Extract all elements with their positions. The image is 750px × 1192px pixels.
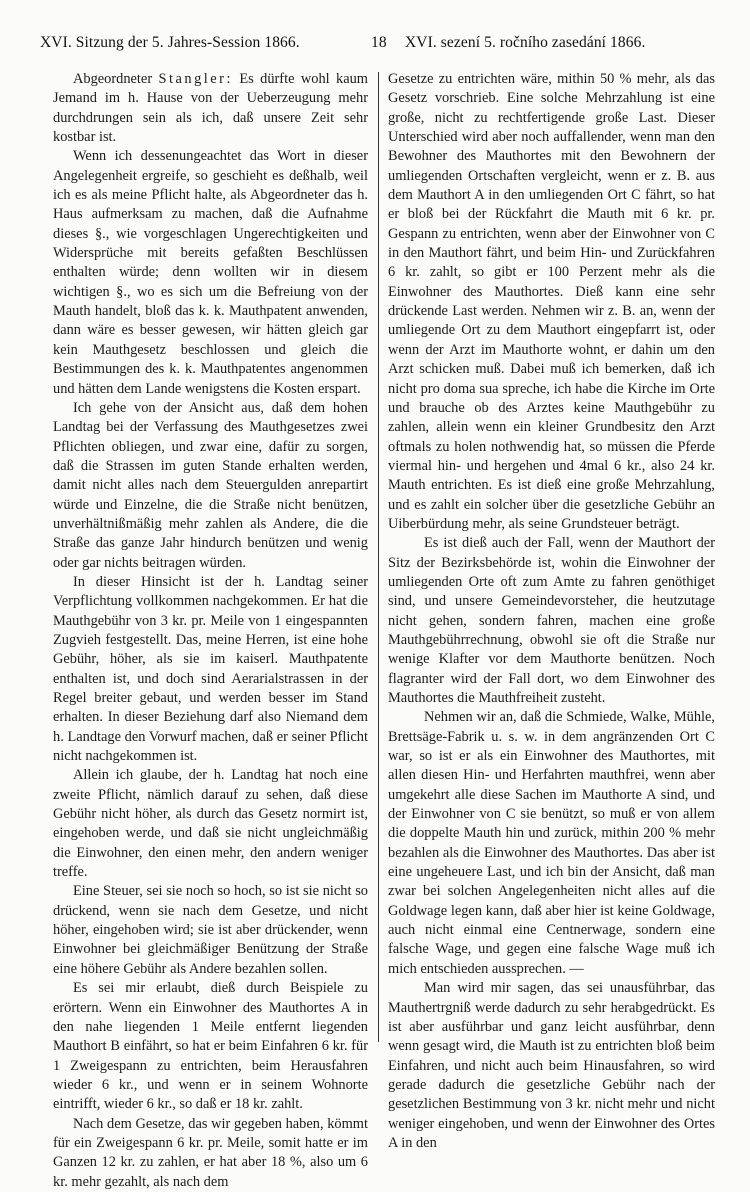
paragraph: Es ist dieß auch der Fall, wenn der Mauthort der Sitz der Bezirksbehörde ist, wohin die Einwohner der umliegenden Orte oft zum Amte zu fahren genöthiget sind, und unsere Gemeindevorsteher, die heutzutage nicht gehen, sondern fahren, machen eine große Mauthgebührrechnung, obwohl sie oft die Straße nur wenige Klafter vor dem Mauthorte benützen. Noch flagranter wird der Fall dort, wo dem Einwohner des Mauthortes die Mauthfreiheit zusteht. [388,535,715,706]
paragraph-text: Es dürfte wohl kaum Jemand im h. Hause von der Ueberzeugung mehr durchdrungen sein als ich, daß unsere Zeit sehr kostbar ist. [53,71,368,146]
paragraph: In dieser Hinsicht ist der h. Landtag seiner Verpflichtung vollkommen nachgekommen. Er hat die Mauthgebühr von 3 kr. pr. Meile von 1 eingespannten Zugvieh festgestellt. Das, meine Herren, ist eine hohe Gebühr, höher, als sie im kaiserl. Mauthpatente enthalten ist, und doch sind Aerarialstrassen in der Regel breiter gebaut, und werden besser im Stand erhalten. In dieser Beziehung darf also Niemand dem h. Landtage den Vorwurf machen, daß er seiner Pflicht nicht nachgekommen ist. [53,573,368,765]
header-czech-title: XVI. sezení 5. ročního zasedání 1866. [405,34,646,51]
paragraph: Man wird mir sagen, das sei unausführbar, das Mauthertrgniß werde dadurch zu sehr herabgedrückt. Es ist aber ausführbar und ganz leicht ausführbar, denn wenn gesagt wird, die Mauth ist zu entrichten bloß beim Einfahren, und nicht auch beim Hinausfahren, so wird gerade dadurch die gesetzliche Gebühr nach der gesetzlichen Bestimmung von 3 kr. nicht mehr und nicht weniger eingehoben, und wenn der Einwohner des Ortes A in den [388,980,715,1151]
left-column [53,70,368,1192]
paragraph: Ich gehe von der Ansicht aus, daß dem hohen Landtag bei der Verfassung des Mauthgesetzes zwei Pflichten obliegen, und zwar eine, dafür zu sorgen, daß die Strassen im guten Stande erhalten werden, damit nicht alles nach dem Steuergulden anrepartirt würde und Einzelne, die die Straße nicht benützen, unverhältnißmäßig mehr zahlen als Andere, die die Straße das ganze Jahr hindurch benützen und wenig oder gar nichts beitragen würden. [53,399,368,571]
paragraph: Eine Steuer, sei sie noch so hoch, so ist sie nicht so drückend, wenn sie nach dem Gesetze, und nicht höher, eingehoben wird; sie ist aber drückender, wenn Einwohner bei gleichmäßiger Benützung der Straße eine höhere Gebühr als Andere bezahlen sollen. [53,883,368,977]
paragraph [53,70,368,147]
right-column [388,70,715,1153]
paragraph: Nach dem Gesetze, das wir gegeben haben, kömmt für ein Zweigespann 6 kr. pr. Meile, somit hatte er im Ganzen 12 kr. zu zahlen, er hat aber 18 %, also um 6 kr. mehr gezahlt, als nach dem [53,1115,368,1190]
speaker-title: Abgeordneter [73,71,159,87]
paragraph: Nehmen wir an, daß die Schmiede, Walke, Mühle, Brettsäge-Fabrik u. s. w. in dem angränzenden Ort C war, so ist er als ein Einwohner des Mauthortes, mit allen diesen Hin- und Herfahrten mauthfrei, wenn aber umgekehrt alle diese Sachen im Mauthorte A sind, und der Einwohner von C sie benützt, so muß er von allem die doppelte Mauth hin und zurück, mithin 200 % mehr bezahlen als die Einwohner des Mauthortes. Das aber ist eine ungeheuere Last, und ich bin der Ansicht, daß man zwar bei solchen Angelegenheiten nicht alles auf die Goldwage legen kann, daß aber hier ist keine Goldwage, auch nicht einmal eine Centnerwage, sondern eine falsche Wage, und gegen eine falsche Wage muß ich mich entschieden aussprechen. — [388,709,715,977]
column-divider [378,72,379,1042]
paragraph: Gesetze zu entrichten wäre, mithin 50 % mehr, als das Gesetz vorschrieb. Eine solche Mehrzahlung ist eine große, nicht zu rechtfertigende große Last. Dieser Unterschied wird aber noch auffallender, wenn man den Bewohner des Mauthortes mit den Bewohnern der umliegenden Ortschaften vergleicht, wenn er z. B. aus dem Mauthort A in den umliegenden Ort C fährt, so hat er bloß bei der Rückfahrt die Mauth mit 6 kr. pr. Gespann zu entrichten, wenn aber der Einwohner von C in den Mauthort fährt, und beim Hin- und Zurückfahren 6 kr. zahlt, so gibt er 100 Perzent mehr als die Einwohner des Mauthortes. Dieß kann eine sehr drückende Last werden. Nehmen wir z. B. an, wenn der umliegende Ort zu dem Mauthort eingepfarrt ist, oder wenn der Arzt im Mauthorte wohnt, er dahin um den Arzt schicken muß. Dabei muß ich bemerken, daß ich nicht pro doma sua spreche, ich habe die Kirche im Orte und brauche ob des Arztes keine Mauthgebühr zu zahlen, allein wenn ein kleiner Grundbesitz den Arzt oftmals zu holen nothwendig hat, so müssen die Pferde viermal hin- und hergehen und 4mal 6 kr., also 24 kr. Mauth entrichten. Es ist dieß eine große Mehrzahlung, und es zahlt ein solcher über die gesetzliche Gebühr an Uiberbürdung mehr, als seine Grundsteuer beträgt. [388,71,715,532]
page-number: 18 [371,34,387,51]
paragraph: Wenn ich dessenungeachtet das Wort in dieser Angelegenheit ergreife, so geschieht es deßhalb, weil ich es als meine Pflicht halte, als Abgeordneter das h. Haus aufmerksam zu machen, daß die Aufnahme dieses §., wie vorgeschlagen Ungerechtigkeiten und Widersprüche mit bereits gefaßten Beschlüssen enthalten würde; denn wollten wir in diesem wichtigen §., wo es sich um die Befreiung von der Mauth handelt, bloß das k. k. Mauthpatent anwenden, dann wäre es besser gewesen, wir hätten gleich gar kein Mauthgesetz beschlossen und gleich die Bestimmungen des k. k. Mauthpatentes angenommen und hätten dem Lande wenigstens die Kosten erspart. [53,148,368,397]
running-header [40,34,720,54]
header-german-title: XVI. Sitzung der 5. Jahres-Session 1866. [40,34,300,51]
paragraph: Allein ich glaube, der h. Landtag hat noch eine zweite Pflicht, nämlich darauf zu sehen, daß diese Gebühr nicht höher, als durch das Gesetz normirt ist, eingehoben werde, und daß sie nicht ungleichmäßig die Einwohner, den einen mehr, den andern weniger treffe. [53,767,368,881]
speaker-name: Stangler: [158,71,233,87]
paragraph: Es sei mir erlaubt, dieß durch Beispiele zu erörtern. Wenn ein Einwohner des Mauthortes A in den nahe liegenden 1 Meile entfernt liegenden Mauthort B einfährt, so hat er beim Einfahren 6 kr. für 1 Zweigespann zu entrichten, beim Herausfahren wieder 6 kr., und wenn er in seinem Wohnorte eintrifft, wieder 6 kr., so daß er 18 kr. zahlt. [53,980,368,1113]
